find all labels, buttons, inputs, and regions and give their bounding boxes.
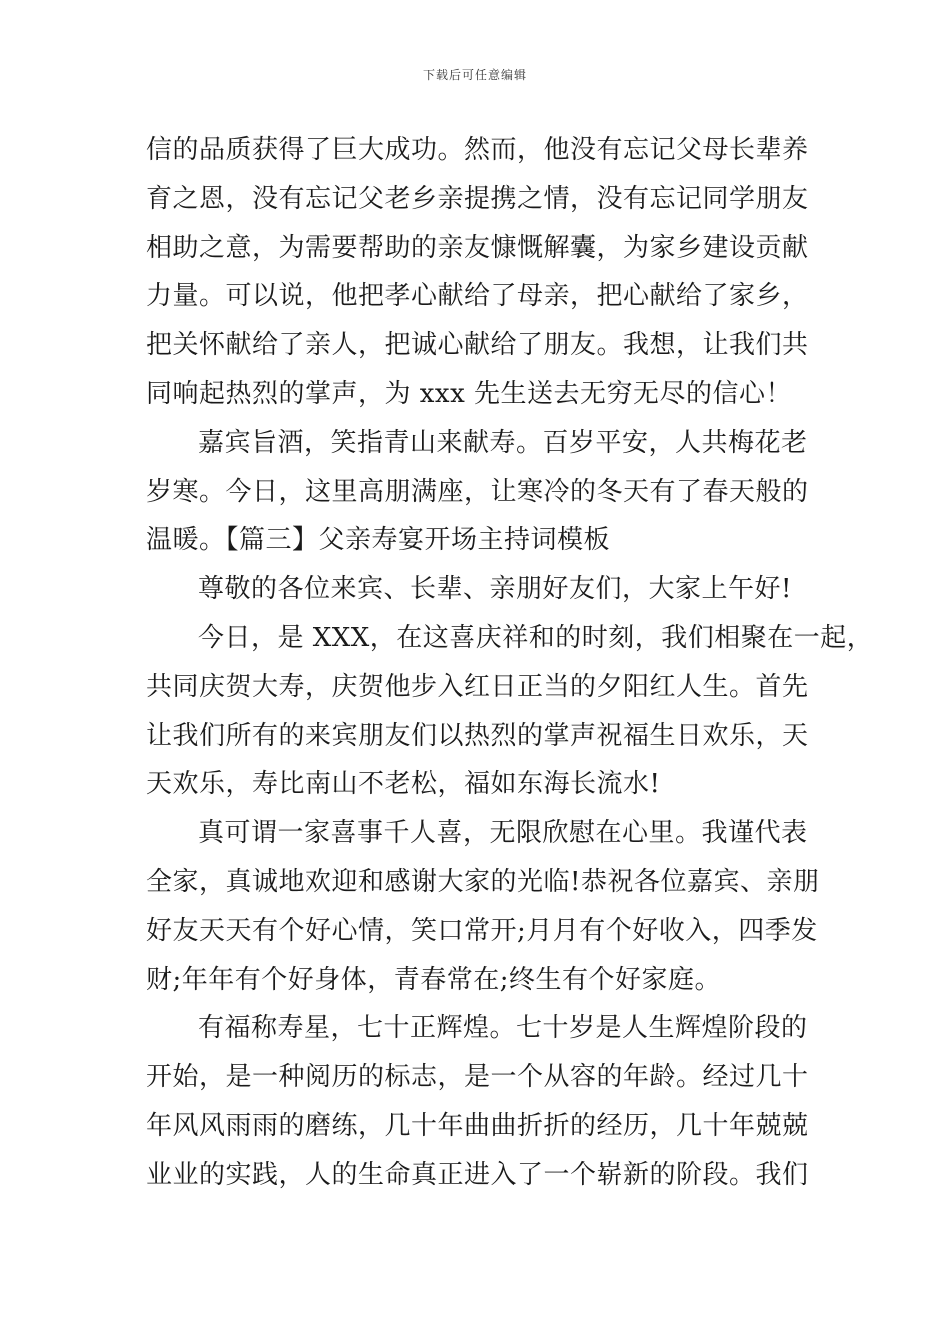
text-line: 育之恩，没有忘记父老乡亲提携之情，没有忘记同学朋友 [146,183,809,214]
text-line: 共同庆贺大寿，庆贺他步入红日正当的夕阳红人生。首先 [146,671,809,702]
text-line: 天欢乐，寿比南山不老松，福如东海长流水! [146,769,661,800]
page-header: 下载后可任意编辑 [422,68,527,82]
text-line: 全家，真诚地欢迎和感谢大家的光临!恭祝各位嘉宾、亲朋 [146,866,820,897]
text-line: 好友天天有个好心情，笑口常开;月月有个好收入，四季发 [146,915,818,946]
text-line: 尊敬的各位来宾、长辈、亲朋好友们，大家上午好! [198,574,792,605]
text-line: 年风风雨雨的磨练，几十年曲曲折折的经历，几十年兢兢 [146,1110,809,1141]
text-line: 岁寒。今日，这里高朋满座，让寒冷的冬天有了春天般的 [146,476,809,507]
text-line: 让我们所有的来宾朋友们以热烈的掌声祝福生日欢乐，天 [146,720,809,751]
text-line: 力量。可以说，他把孝心献给了母亲，把心献给了家乡， [146,281,809,312]
text-line: 把关怀献给了亲人，把诚心献给了朋友。我想，让我们共 [146,330,809,361]
text-line: 开始，是一种阅历的标志，是一个从容的年龄。经过几十 [146,1062,809,1093]
text-line: 真可谓一家喜事千人喜，无限欣慰在心里。我谨代表 [198,818,808,849]
text-line: 同响起热烈的掌声，为 xxx 先生送去无穷无尽的信心！ [146,378,793,409]
text-line: 温暖。【篇三】父亲寿宴开场主持词模板 [146,525,611,556]
document-body [146,126,874,1200]
text-line: 财;年年有个好身体，青春常在;终生有个好家庭。 [146,964,722,995]
text-line: 信的品质获得了巨大成功。然而，他没有忘记父母长辈养 [146,135,809,165]
text-line: 业业的实践，人的生命真正进入了一个崭新的阶段。我们 [146,1159,809,1190]
text-line: 有福称寿星，七十正辉煌。七十岁是人生辉煌阶段的 [198,1013,808,1044]
text-line: 嘉宾旨酒，笑指青山来献寿。百岁平安，人共梅花老 [198,427,808,458]
text-line: 今日，是 XXX，在这喜庆祥和的时刻，我们相聚在一起， [198,622,874,653]
text-line: 相助之意，为需要帮助的亲友慷慨解囊，为家乡建设贡献 [146,232,809,263]
